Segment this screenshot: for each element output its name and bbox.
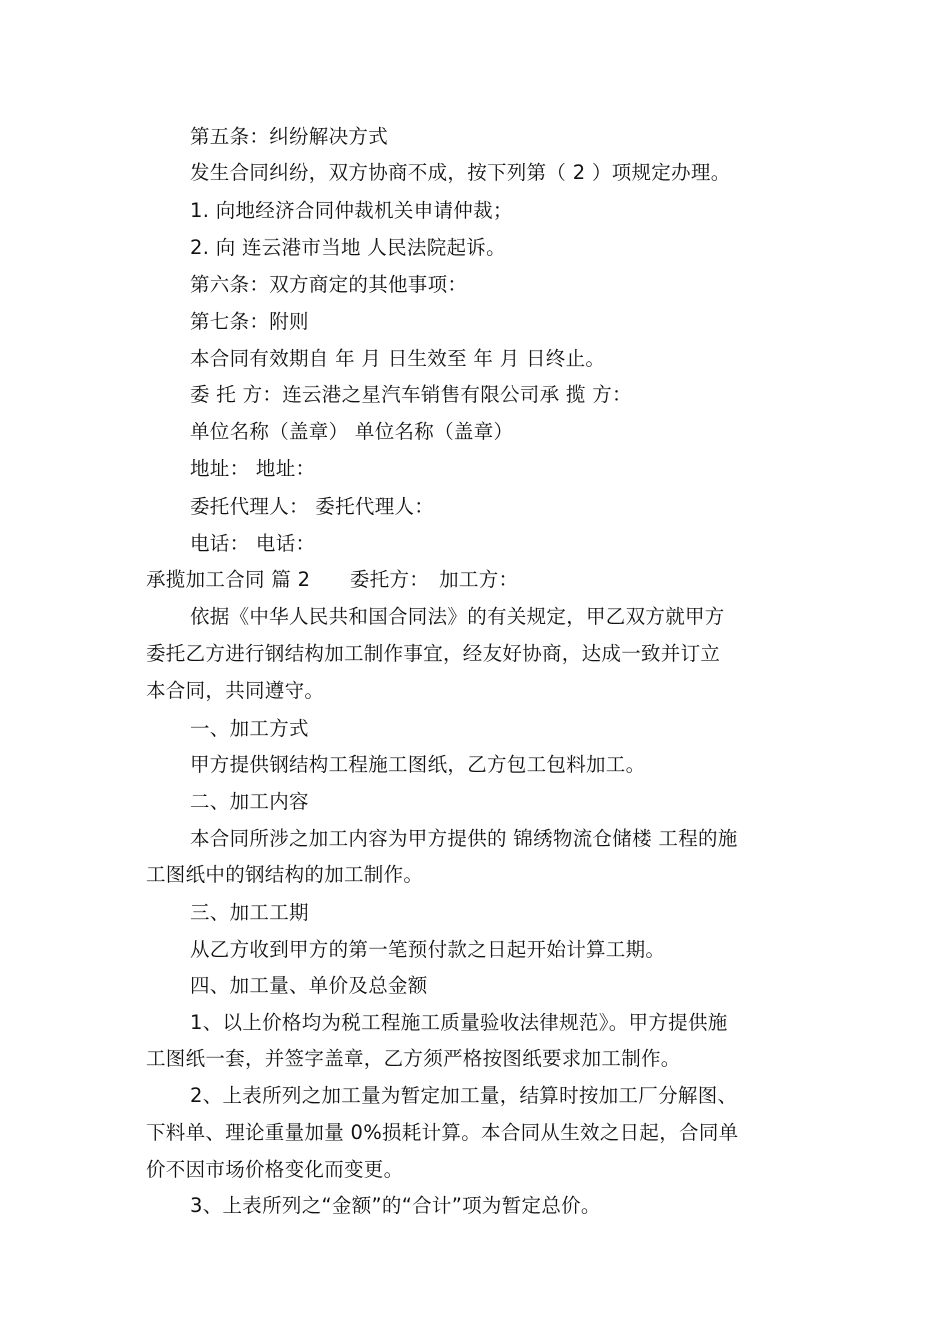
- paragraph-line: 价不因市场价格变化而变更。: [146, 1158, 404, 1181]
- list-item: 2. 向 连云港市当地 人民法院起诉。: [190, 236, 506, 259]
- section-heading: 三、加工工期: [190, 901, 309, 924]
- section-heading: 一、加工方式: [190, 717, 309, 740]
- paragraph-line: 甲方提供钢结构工程施工图纸，乙方包工包料加工。: [190, 753, 646, 776]
- paragraph-line: 1、以上价格均为税工程施工质量验收法律规范》。甲方提供施: [190, 1011, 728, 1034]
- paragraph-line: 本合同有效期自 年 月 日生效至 年 月 日终止。: [190, 347, 606, 370]
- signature-line: 电话： 电话：: [190, 532, 316, 555]
- article-6-heading: 第六条：双方商定的其他事项：: [190, 273, 468, 296]
- paragraph-line: 委托乙方进行钢结构加工制作事宜，经友好协商，达成一致并订立: [146, 642, 721, 665]
- contract-2-heading: 承揽加工合同 篇 2 委托方： 加工方：: [146, 568, 519, 591]
- paragraph-line: 依据《中华人民共和国合同法》的有关规定，甲乙双方就甲方: [190, 605, 725, 628]
- section-heading: 四、加工量、单价及总金额: [190, 974, 428, 997]
- paragraph-line: 工图纸中的钢结构的加工制作。: [146, 863, 424, 886]
- signature-line: 委托代理人： 委托代理人：: [190, 495, 435, 518]
- article-7-heading: 第七条：附则: [190, 310, 309, 333]
- signature-line: 单位名称（盖章） 单位名称（盖章）: [190, 420, 514, 443]
- paragraph-line: 工图纸一套，并签字盖章，乙方须严格按图纸要求加工制作。: [146, 1047, 681, 1070]
- signature-line: 地址： 地址：: [190, 457, 316, 480]
- paragraph-line: 本合同所涉之加工内容为甲方提供的 锦绣物流仓储楼 工程的施: [190, 827, 738, 850]
- paragraph-line: 从乙方收到甲方的第一笔预付款之日起开始计算工期。: [190, 938, 666, 961]
- paragraph-line: 发生合同纠纷，双方协商不成，按下列第（ 2 ）项规定办理。: [190, 161, 731, 184]
- paragraph-line: 下料单、理论重量加量 0%损耗计算。本合同从生效之日起，合同单: [146, 1121, 739, 1144]
- article-5-heading: 第五条：纠纷解决方式: [190, 125, 389, 148]
- paragraph-line: 3、上表所列之“金额”的“合计”项为暂定总价。: [190, 1194, 601, 1217]
- list-item: 1. 向地经济合同仲裁机关申请仲裁；: [190, 199, 513, 222]
- paragraph-line: 本合同，共同遵守。: [146, 679, 325, 702]
- section-heading: 二、加工内容: [190, 790, 309, 813]
- signature-line: 委 托 方：连云港之星汽车销售有限公司承 揽 方：: [190, 383, 632, 406]
- paragraph-line: 2、上表所列之加工量为暂定加工量，结算时按加工厂分解图、: [190, 1084, 738, 1107]
